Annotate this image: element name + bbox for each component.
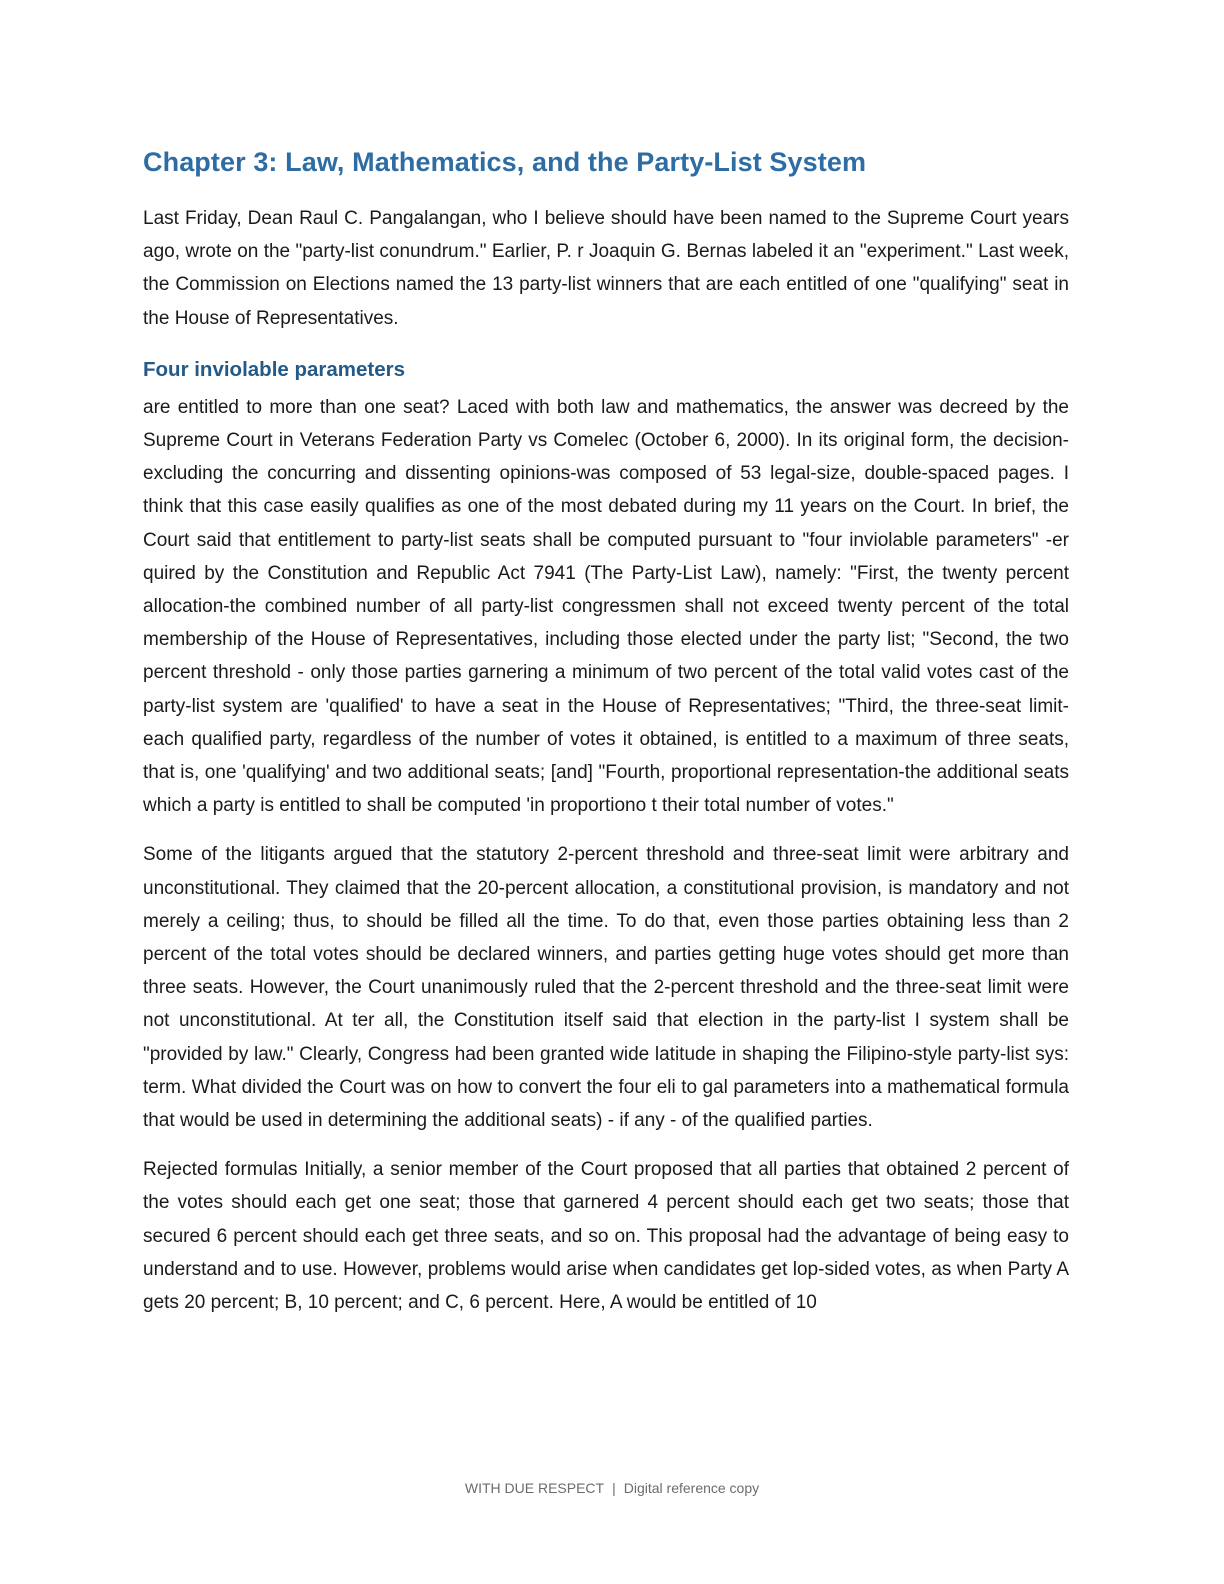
footer-publication-name: WITH DUE RESPECT <box>464 1480 605 1496</box>
footer-separator: | <box>612 1480 616 1496</box>
intro-paragraph: Last Friday, Dean Raul C. Pangalangan, who I believe should have been named to the Supreme Court years ago, wrote on the "party-list conundrum." Earlier, P. r Joaquin G. Bernas labeled it an "experiment." Last week, the Commission on Elections named the 13 party-list winners that are each entitled of one "qualifying" seat in the House of Representatives. <box>143 208 1069 329</box>
chapter-title: Chapter 3: Law, Mathematics, and the Party-List System <box>143 147 867 177</box>
document-page <box>143 140 1069 1335</box>
body-paragraph-parameters: are entitled to more than one seat? Laced with both law and mathematics, the answer was decreed by the Supreme Court in Veterans Federation Party vs Comelec (October 6, 2000). In its original form, the decision-excluding the concurring and dissenting opinions-was composed of 53 legal-size, double-spaced pages. I think that this case easily qualifies as one of the most debated during my 11 years on the Court. In brief, the Court said that entitlement to party-list seats shall be computed pursuant to "four inviolable parameters" -er quired by the Constitution and Republic Act 7941 (The Party-List Law), namely: "First, the twenty percent allocation-the combined number of all party-list congressmen shall not exceed twenty percent of the total membership of the House of Representatives, including those elected under the party list; "Second, the two percent threshold - only those parties garnering a minimum of two percent of the total valid votes cast of the party-list system are 'qualified' to have a seat in the House of Representatives; "Third, the three-seat limit-each qualified party, regardless of the number of votes it obtained, is entitled to a maximum of three seats, that is, one 'qualifying' and two additional seats; [and] "Fourth, proportional representation-the additional seats which a party is entitled to shall be computed 'in proportiono t their total number of votes." <box>143 396 1069 817</box>
body-paragraph-litigants: Some of the litigants argued that the statutory 2-percent threshold and three-seat limit were arbitrary and unconstitutional. They claimed that the 20-percent allocation, a constitutional provision, is mandatory and not merely a ceiling; thus, to should be filled all the time. To do that, even those parties obtaining less than 2 percent of the total votes should be declared winners, and parties getting huge votes should get more than three seats. However, the Court unanimously ruled that the 2-percent threshold and the three-seat limit were not unconstitutional. At ter all, the Constitution itself said that election in the party-list I system shall be "provided by law." Clearly, Congress had been granted wide latitude in shaping the Filipino-style party-list sys: term. What divided the Court was on how to convert the four eli to gal parameters into a mathematical formula that would be used in determining the additional seats) - if any - of the qualified parties. <box>143 844 1069 1132</box>
body-paragraph-rejected-formulas: Rejected formulas Initially, a senior member of the Court proposed that all parties that obtained 2 percent of the votes should each get one seat; those that garnered 4 percent should each get two seats; those that secured 6 percent should each get three seats, and so on. This proposal had the advantage of being easy to understand and to use. However, problems would arise when candidates get lop-sided votes, as when Party A gets 20 percent; B, 10 percent; and C, 6 percent. Here, A would be entitled of 10 <box>143 1159 1069 1314</box>
section-heading: Four inviolable parameters <box>143 357 406 381</box>
footer-copy-note: Digital reference copy <box>623 1480 760 1496</box>
page-footer <box>0 1478 1224 1498</box>
